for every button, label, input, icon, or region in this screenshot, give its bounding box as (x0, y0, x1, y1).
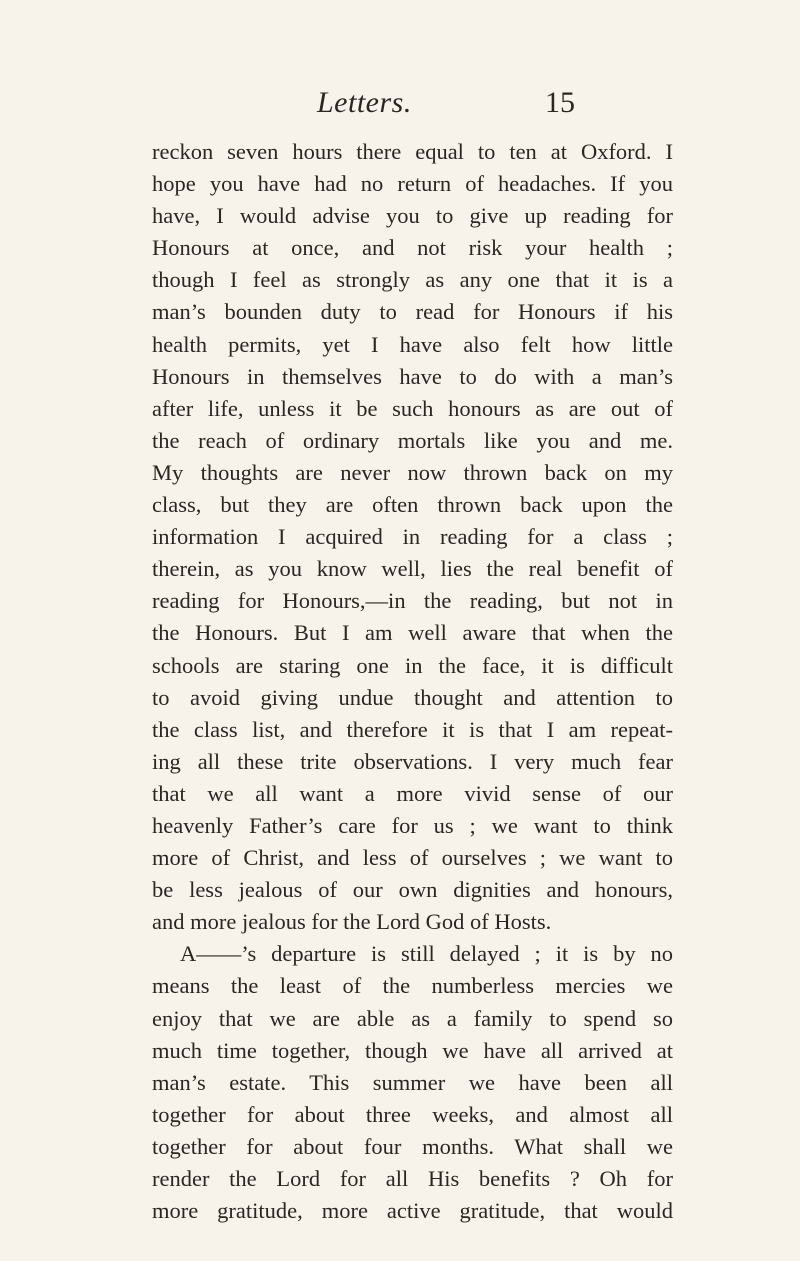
text-line: have, I would advise you to give up reading for (152, 203, 673, 229)
page-number: 15 (545, 86, 575, 119)
text-line: though I feel as strongly as any one that it is a (152, 267, 673, 293)
text-line: information I acquired in reading for a class ; (152, 524, 673, 550)
text-line: therein, as you know well, lies the real benefit of (152, 556, 673, 582)
text-line: together for about three weeks, and almost all (152, 1101, 673, 1127)
text-line: health permits, yet I have also felt how little (152, 331, 673, 357)
text-line: man’s estate. This summer we have been all (152, 1069, 673, 1095)
text-line: reading for Honours,—in the reading, but not in (152, 588, 673, 614)
text-line: be less jealous of our own dignities and honours, (152, 877, 673, 903)
text-line: render the Lord for all His benefits ? Oh for (152, 1166, 673, 1191)
running-title: Letters. (317, 86, 412, 119)
text-line: heavenly Father’s care for us ; we want to think (152, 812, 673, 838)
text-line: the Honours. But I am well aware that when the (152, 620, 673, 646)
text-line: Honours in themselves have to do with a man’s (152, 363, 673, 389)
text-line: A——’s departure is still delayed ; it is by no (180, 941, 673, 967)
text-line: after life, unless it be such honours as are out of (152, 395, 673, 421)
text-line: reckon seven hours there equal to ten at Oxford. I (152, 139, 673, 164)
text-line: man’s bounden duty to read for Honours if his (152, 299, 673, 325)
text-line: that we all want a more vivid sense of our (152, 780, 673, 806)
text-line: hope you have had no return of headaches. If you (152, 171, 673, 197)
text-line: more gratitude, more active gratitude, that would (152, 1198, 673, 1224)
text-line: much time together, though we have all arrived at (152, 1037, 673, 1063)
text-line: ing all these trite observations. I very much fear (152, 748, 673, 774)
running-head (0, 86, 800, 126)
text-line: together for about four months. What shall we (152, 1133, 673, 1159)
text-line: My thoughts are never now thrown back on my (152, 459, 673, 485)
body-text (152, 136, 673, 1227)
text-line: means the least of the numberless mercies we (152, 973, 673, 999)
text-line: to avoid giving undue thought and attention to (152, 684, 673, 710)
text-line: enjoy that we are able as a family to spend so (152, 1005, 673, 1031)
text-line: Honours at once, and not risk your health ; (152, 235, 673, 261)
text-line: the class list, and therefore it is that I am repeat- (152, 716, 673, 742)
text-line: and more jealous for the Lord God of Hosts. (152, 909, 552, 935)
text-line: the reach of ordinary mortals like you and me. (152, 427, 673, 453)
text-line: class, but they are often thrown back upon the (152, 492, 673, 518)
text-line: more of Christ, and less of ourselves ; we want to (152, 845, 673, 871)
text-line: schools are staring one in the face, it is difficult (152, 652, 673, 678)
